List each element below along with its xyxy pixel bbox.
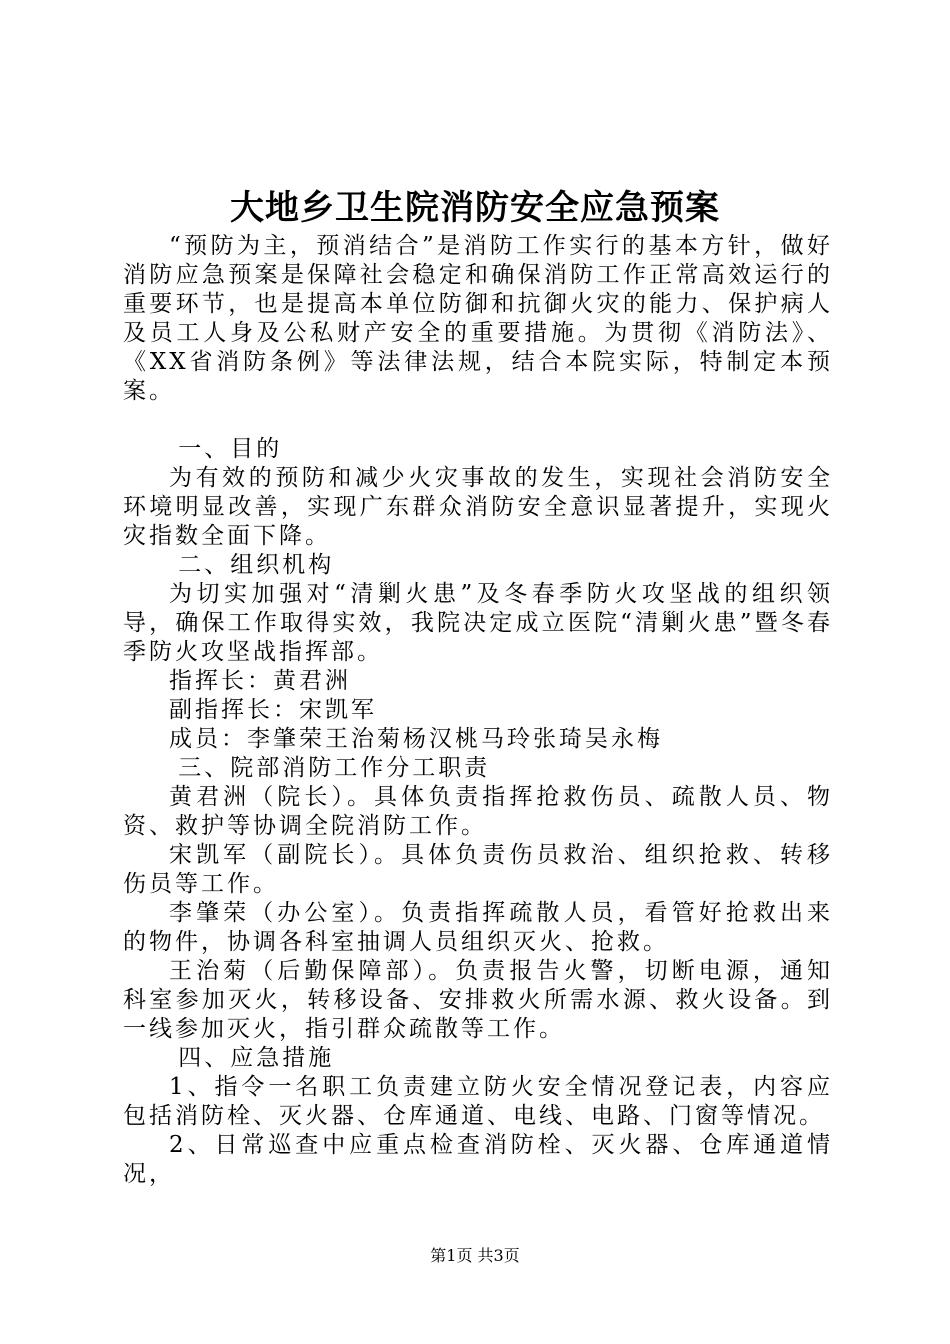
document-title: 大地乡卫生院消防安全应急预案 <box>230 188 720 228</box>
section-heading-duties: 三、院部消防工作分工职责 <box>178 755 491 781</box>
duty-paragraph: 宋凯军（副院长）。具体负责伤员救治、组织抢救、转移伤员等工作。 <box>123 842 833 897</box>
members-line: 成员：李肇荣王治菊杨汉桃马玲张琦吴永梅 <box>169 726 663 752</box>
page-footer: 第1页 共3页 <box>430 1246 520 1265</box>
paragraph-spacer <box>123 406 833 435</box>
measure-paragraph: 1、指令一名职工负责建立防火安全情况登记表，内容应包括消防栓、灭火器、仓库通道、电线、电路、门窗等情况。 <box>123 1074 833 1129</box>
measure-paragraph: 2、日常巡查中应重点检查消防栓、灭火器、仓库通道情况， <box>123 1132 833 1187</box>
duty-paragraph: 王治菊（后勤保障部）。负责报告火警，切断电源，通知科室参加灭火，转移设备、安排救火所需水源、救火设备。到一线参加灭火，指引群众疏散等工作。 <box>123 958 833 1042</box>
duty-paragraph: 李肇荣（办公室）。负责指挥疏散人员，看管好抢救出来的物件，协调各科室抽调人员组织灭火、抢救。 <box>123 900 833 955</box>
section-heading-purpose: 一、目的 <box>178 436 283 462</box>
purpose-paragraph: 为有效的预防和减少火灾事故的发生，实现社会消防安全环境明显改善，实现广东群众消防安全意识显著提升，实现火灾指数全面下降。 <box>123 465 833 549</box>
section-heading-measures: 四、应急措施 <box>178 1045 335 1071</box>
deputy-commander-line: 副指挥长：宋凯军 <box>169 697 377 723</box>
intro-paragraph: “预防为主，预消结合”是消防工作实行的基本方针，做好消防应急预案是保障社会稳定和确保消防工作正常高效运行的重要环节，也是提高本单位防御和抗御火灾的能力、保护病人及员工人身及公私财产安全的重要措施。为贯彻《消防法》、《XX省消防条例》等法律法规，结合本院实际，特制定本预案。 <box>123 233 833 404</box>
commander-line: 指挥长：黄君洲 <box>169 668 351 694</box>
document-body <box>123 232 833 1189</box>
duty-paragraph: 黄君洲（院长）。具体负责指挥抢救伤员、疏散人员、物资、救护等协调全院消防工作。 <box>123 784 833 839</box>
organization-paragraph: 为切实加强对“清剿火患”及冬春季防火攻坚战的组织领导，确保工作取得实效，我院决定成立医院“清剿火患”暨冬春季防火攻坚战指挥部。 <box>123 581 833 665</box>
section-heading-organization: 二、组织机构 <box>178 552 335 578</box>
